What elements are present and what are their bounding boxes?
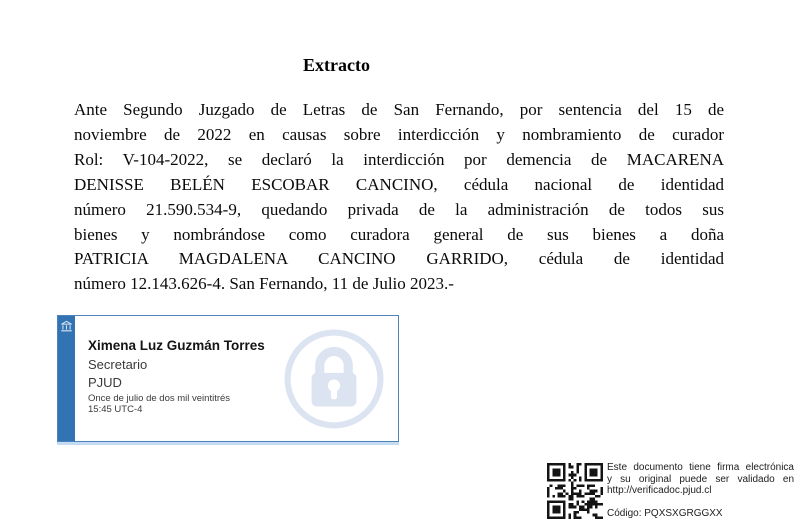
verification-url: http://verificadoc.pjud.cl <box>607 485 712 496</box>
lock-icon <box>283 328 385 430</box>
body-line: número 21.590.534-9, quedando privada de la administración de todos sus <box>74 199 724 219</box>
stamp-sidebar <box>58 316 75 441</box>
page-title: Extracto <box>303 55 370 75</box>
body-line: Ante Segundo Juzgado de Letras de San Fernando, por sentencia del 15 de <box>74 100 724 119</box>
body-line: Rol: V-104-2022, se declaró la interdicción por demencia de MACARENA <box>74 149 724 169</box>
signature-date: Once de julio de dos mil veintitrés <box>88 393 231 404</box>
verification-text <box>607 462 794 519</box>
signature-stamp <box>57 315 399 442</box>
body-line: noviembre de 2022 en causas sobre interdicción y nombramiento de curador <box>74 124 724 144</box>
body-line: número 12.143.626-4. San Fernando, 11 de Julio 2023.- <box>74 274 454 294</box>
courthouse-icon <box>60 320 73 333</box>
signer-institution: PJUD <box>88 374 122 390</box>
verification-block <box>547 461 797 526</box>
signer-info <box>88 336 288 415</box>
body-line: DENISSE BELÉN ESCOBAR CANCINO, cédula nacional de identidad <box>74 174 724 194</box>
verification-line: Este documento tiene firma electrónica <box>607 462 794 473</box>
body-line: PATRICIA MAGDALENA CANCINO GARRIDO, cédula de identidad <box>74 249 724 269</box>
signer-name: Ximena Luz Guzmán Torres <box>88 338 265 353</box>
document-body <box>74 98 724 297</box>
verification-line: y su original puede ser validado en <box>607 473 794 485</box>
body-line: bienes y nombrándose como curadora general de sus bienes a doña <box>74 224 724 244</box>
signature-time: 15:45 UTC-4 <box>88 403 143 415</box>
qr-code-icon <box>547 463 603 519</box>
signer-role: Secretario <box>88 357 148 372</box>
verification-code: Código: PQXSXGRGGXX <box>607 507 723 519</box>
